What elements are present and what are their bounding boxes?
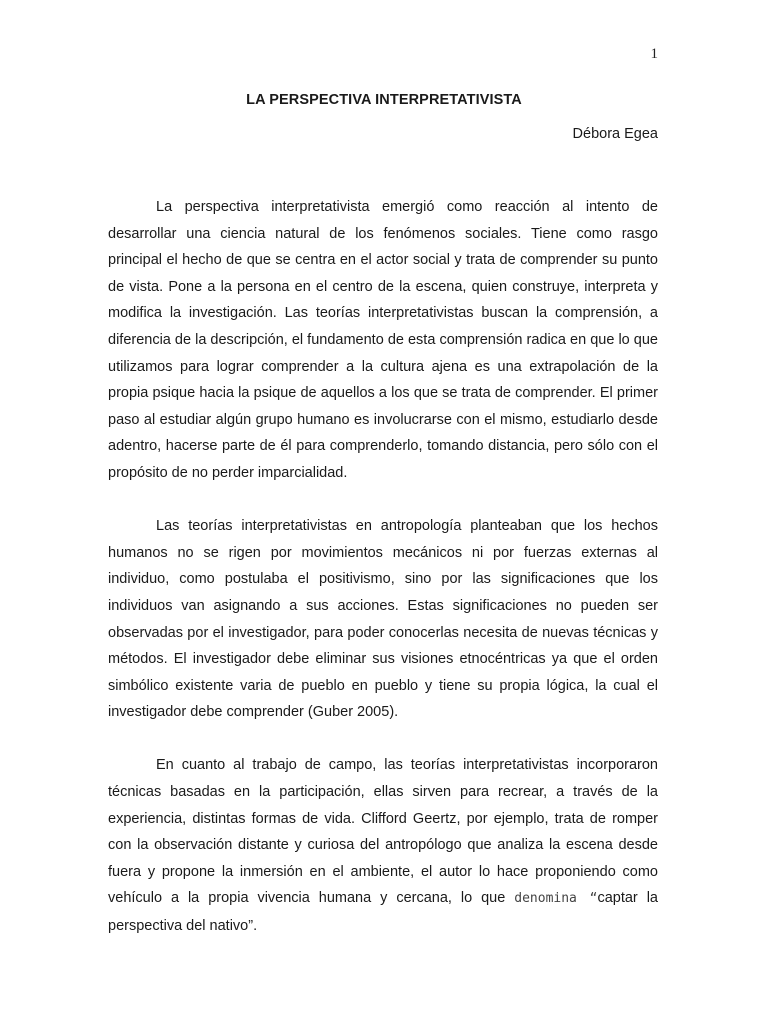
paragraph-3-tail: captar la perspectiva del nativo”.	[108, 890, 658, 935]
document-body	[108, 194, 658, 940]
paragraph-2: Las teorías interpretativistas en antropología planteaban que los hechos humanos no se rigen por movimientos mecánicos ni por fuerzas externas al individuo, como postulaba el positivismo, sino por las significaciones que los individuos van asignando a sus acciones. Estas significaciones no pueden ser observadas por el investigador, para poder conocerlas necesita de nuevas técnicas y métodos. El investigador debe eliminar sus visiones etnocéntricas ya que el orden simbólico existente varia de pueblo en pueblo y tiene su propia lógica, la cual el investigador debe comprender (Guber 2005).	[108, 518, 658, 721]
document-title: LA PERSPECTIVA INTERPRETATIVISTA	[246, 92, 522, 108]
paragraph-3-mono-fragment: denomina “	[514, 891, 598, 907]
paragraph-1: La perspectiva interpretativista emergió como reacción al intento de desarrollar una ciencia natural de los fenómenos sociales. Tiene como rasgo principal el hecho de que se centra en el actor social y trata de comprender su punto de vista. Pone a la persona en el centro de la escena, quien construye, interpreta y modifica la investigación. Las teorías interpretativistas buscan la comprensión, a diferencia de la descripción, el fundamento de esta comprensión radica en que lo que utilizamos para lograr comprender a la cultura ajena es una extrapolación de la propia psique hacia la psique de aquellos a los que se trata de comprender. El primer paso al estudiar algún grupo humano es involucrarse con el mismo, estudiarlo desde adentro, hacerse parte de él para comprenderlo, tomando distancia, pero sólo con el propósito de no perder imparcialidad.	[108, 199, 658, 481]
paragraph-3	[108, 752, 658, 939]
paragraph-3-main: En cuanto al trabajo de campo, las teorías interpretativistas incorporaron técnicas basadas en la participación, ellas sirven para recrear, a través de la experiencia, distintas formas de vida. Clifford Geertz, por ejemplo, trata de romper con la observación distante y curiosa del antropólogo que analiza la escena desde fuera y propone la inmersión en el ambiente, el autor lo hace proponiendo como vehículo a la propia vivencia humana y cercana, lo que	[108, 757, 658, 907]
page-number: 1	[650, 46, 658, 62]
author-name: Débora Egea	[572, 126, 658, 142]
